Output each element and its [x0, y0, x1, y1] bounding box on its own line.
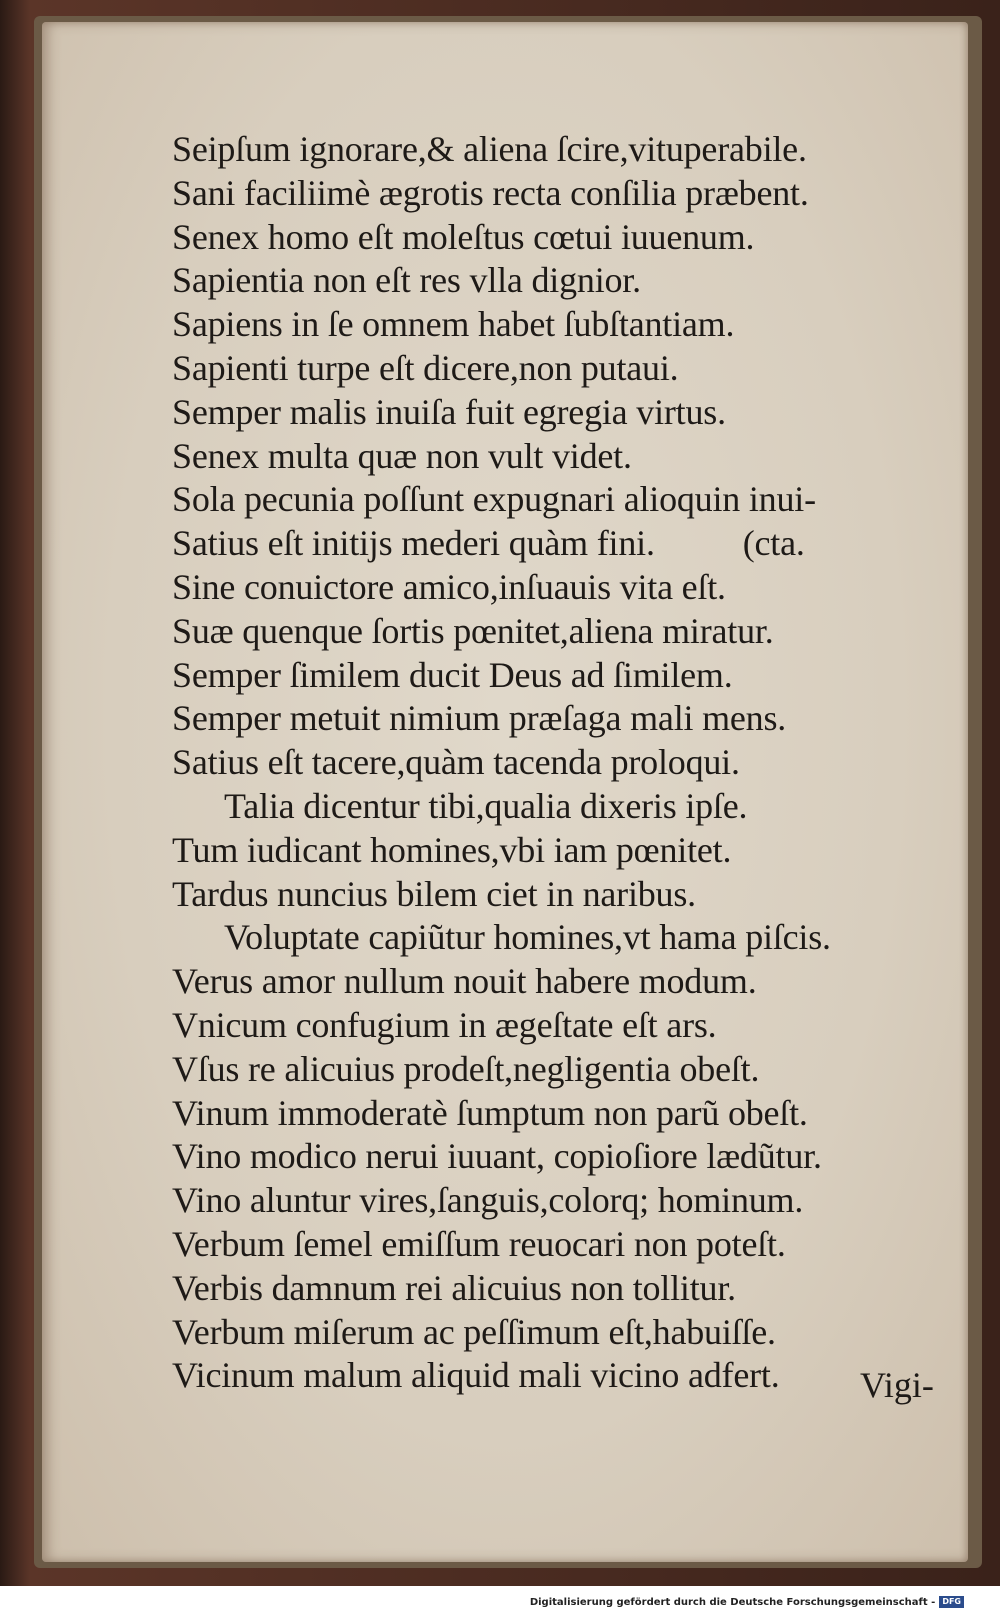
- catchword: Vigi-: [860, 1365, 934, 1405]
- text-line: Semper ſimilem ducit Deus ad ſimilem.: [172, 654, 733, 695]
- text-line: Vſus re alicuius prodeſt,negligentia obeſt.: [172, 1048, 760, 1089]
- text-line: Vinum immoderatè ſumptum non parũ obeſt.: [172, 1092, 808, 1133]
- text-line: Sapientia non eſt res vlla dignior.: [172, 260, 641, 301]
- text-line: Semper metuit nimium præſaga mali mens.: [172, 698, 787, 739]
- text-line: Senex multa quæ non vult videt.: [172, 435, 632, 476]
- text-line: Sine conuictore amico,inſuauis vita eſt.: [172, 566, 726, 607]
- text-line-section-start: Talia dicentur tibi,qualia dixeris ipſe.: [224, 785, 748, 826]
- text-line: Sani faciliimè ægrotis recta conſilia præbent.: [172, 172, 809, 213]
- text-line: Vnicum confugium in ægeſtate eſt ars.: [172, 1004, 717, 1045]
- text-line: Semper malis inuiſa fuit egregia virtus.: [172, 391, 726, 432]
- credit-text: Digitalisierung gefördert durch die Deutsche Forschungsgemeinschaft -: [529, 1596, 936, 1608]
- text-line: Tum iudicant homines,vbi iam pœnitet.: [172, 829, 732, 870]
- text-line: Suæ quenque ſortis pœnitet,aliena miratur.: [172, 610, 774, 651]
- digitization-credit: [530, 1596, 964, 1608]
- text-line: Vicinum malum aliquid mali vicino adfert.: [172, 1355, 780, 1396]
- text-line: Sapienti turpe eſt dicere,non putaui.: [172, 347, 679, 388]
- text-line: Satius eſt initijs mederi quàm fini. (cta.: [172, 523, 805, 564]
- text-line: Verbum miſerum ac peſſimum eſt,habuiſſe.: [172, 1311, 776, 1352]
- text-line: Vino modico nerui iuuant, copioſiore lædũtur.: [172, 1136, 822, 1177]
- dfg-logo-icon: DFG: [939, 1596, 964, 1608]
- text-line: Verbum ſemel emiſſum reuocari non poteſt.: [172, 1223, 786, 1264]
- text-line: Sapiens in ſe omnem habet ſubſtantiam.: [172, 304, 735, 345]
- text-line: Satius eſt tacere,quàm tacenda proloqui.: [172, 742, 740, 783]
- text-line: Senex homo eſt moleſtus cœtui iuuenum.: [172, 216, 755, 257]
- text-line: Sola pecunia poſſunt expugnari alioquin inui-: [172, 479, 816, 520]
- text-line: Vino aluntur vires,ſanguis,colorq; hominum.: [172, 1180, 804, 1221]
- text-line: Seipſum ignorare,& aliena ſcire,vituperabile.: [172, 129, 807, 169]
- text-line-section-start: Voluptate capiũtur homines,vt hama piſcis.: [224, 917, 831, 958]
- text-line: Verbis damnum rei alicuius non tollitur.: [172, 1267, 736, 1308]
- text-block: [172, 128, 962, 1398]
- text-line: Tardus nuncius bilem ciet in naribus.: [172, 873, 696, 914]
- text-line: Verus amor nullum nouit habere modum.: [172, 961, 757, 1002]
